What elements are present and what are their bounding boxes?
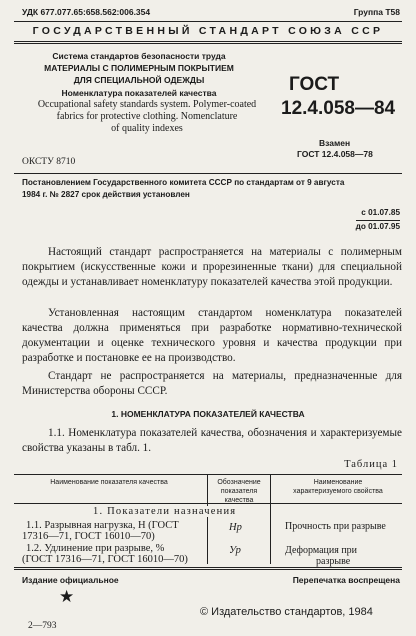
row-1-name-line1: 1.1. Разрывная нагрузка, Н (ГОСТ xyxy=(26,520,179,531)
table-header-property: Наименование характеризуемого свойства xyxy=(293,479,383,495)
title-main-line2: ДЛЯ СПЕЦИАЛЬНОЙ ОДЕЖДЫ xyxy=(73,75,205,85)
standard-banner: ГОСУДАРСТВЕННЫЙ СТАНДАРТ СОЮЗА ССР xyxy=(32,25,384,37)
table-divider-2 xyxy=(270,474,271,564)
table-caption: Таблица 1 xyxy=(344,459,398,470)
table-top-rule xyxy=(14,474,402,475)
decree-to-date: до 01.07.95 xyxy=(355,222,400,231)
title-english-line3: of quality indexes xyxy=(111,123,183,134)
table-group-title: 1. Показатели назначения xyxy=(90,506,239,517)
row-2-symbol: Ур xyxy=(229,545,241,556)
udk-code: УДК 677.077.65:658.562:006.354 xyxy=(22,7,151,17)
decree-from-date: с 01.07.85 xyxy=(361,208,400,217)
title-subtitle: Номенклатура показателей качества xyxy=(61,88,217,98)
replaces-value: ГОСТ 12.4.058—78 xyxy=(297,149,373,159)
table-header-rule xyxy=(14,503,402,504)
okstu-code: ОКСТУ 8710 xyxy=(22,157,76,167)
row-2-name-line2: (ГОСТ 17316—71, ГОСТ 16010—70) xyxy=(22,554,188,565)
section-1-title: 1. НОМЕНКЛАТУРА ПОКАЗАТЕЛЕЙ КАЧЕСТВА xyxy=(111,409,305,419)
table-header-symbol: Обозначение показателя качества xyxy=(217,479,261,504)
gost-number: 12.4.058—84 xyxy=(281,98,396,119)
title-rule xyxy=(14,173,402,174)
page-code: 2—793 xyxy=(28,621,57,631)
title-main-line1: МАТЕРИАЛЫ С ПОЛИМЕРНЫМ ПОКРЫТИЕМ xyxy=(44,63,234,73)
row-2-name-line1: 1.2. Удлинение при разрыве, % xyxy=(26,543,165,554)
gost-label: ГОСТ xyxy=(289,74,340,95)
publisher-copyright: © Издательство стандартов, 1984 xyxy=(200,606,373,618)
paragraph-application: Установленная настоящим стандартом номенклатура показателей качества должна применяться при разработке нормативно-технической документации и оценке технического уровня и качества продукции при разработке и постановке ее на производство. xyxy=(22,307,402,364)
row-1-property: Прочность при разрыве xyxy=(285,521,386,532)
decree-line2: 1984 г. № 2827 срок действия установлен xyxy=(22,190,190,199)
row-2-property-line2: разрыве xyxy=(316,556,351,567)
table-divider-1 xyxy=(207,474,208,564)
banner-rule xyxy=(14,41,402,44)
title-system: Система стандартов безопасности труда xyxy=(52,51,226,61)
title-english-line2: fabrics for protective clothing. Nomenclature xyxy=(56,111,238,122)
group-code: Группа Т58 xyxy=(353,7,400,17)
official-edition: Издание официальное xyxy=(22,575,119,585)
replaces-label: Взамен xyxy=(319,138,351,148)
row-1-symbol: Hр xyxy=(229,522,242,533)
reprint-notice: Перепечатка воспрещена xyxy=(292,575,400,585)
paragraph-1-1: 1.1. Номенклатура показателей качества, обозначения и характеризуемые свойства указаны в табл. 1. xyxy=(22,427,402,454)
decree-line1: Постановлением Государственного комитета СССР по стандартам от 9 августа xyxy=(22,178,345,187)
footer-rule xyxy=(14,567,402,570)
row-1-name-line2: 17316—71, ГОСТ 16010—70) xyxy=(22,531,155,542)
star-icon: ★ xyxy=(59,587,75,607)
paragraph-scope: Настоящий стандарт распространяется на материалы с полимерным покрытием (искусственные кожи и прорезиненные ткани) для специальной одежды и устанавливает номенклатуру показателей качества этой продукции. xyxy=(22,246,402,288)
top-rule xyxy=(14,21,402,22)
table-header-name: Наименование показателя качества xyxy=(50,479,168,486)
row-2-property-line1: Деформация при xyxy=(285,545,358,556)
paragraph-exclusion: Стандарт не распространяется на материалы, предназначенные для Министерства обороны СССР. xyxy=(22,370,402,397)
title-english-line1: Occupational safety standards system. Polymer-coated xyxy=(37,99,257,110)
